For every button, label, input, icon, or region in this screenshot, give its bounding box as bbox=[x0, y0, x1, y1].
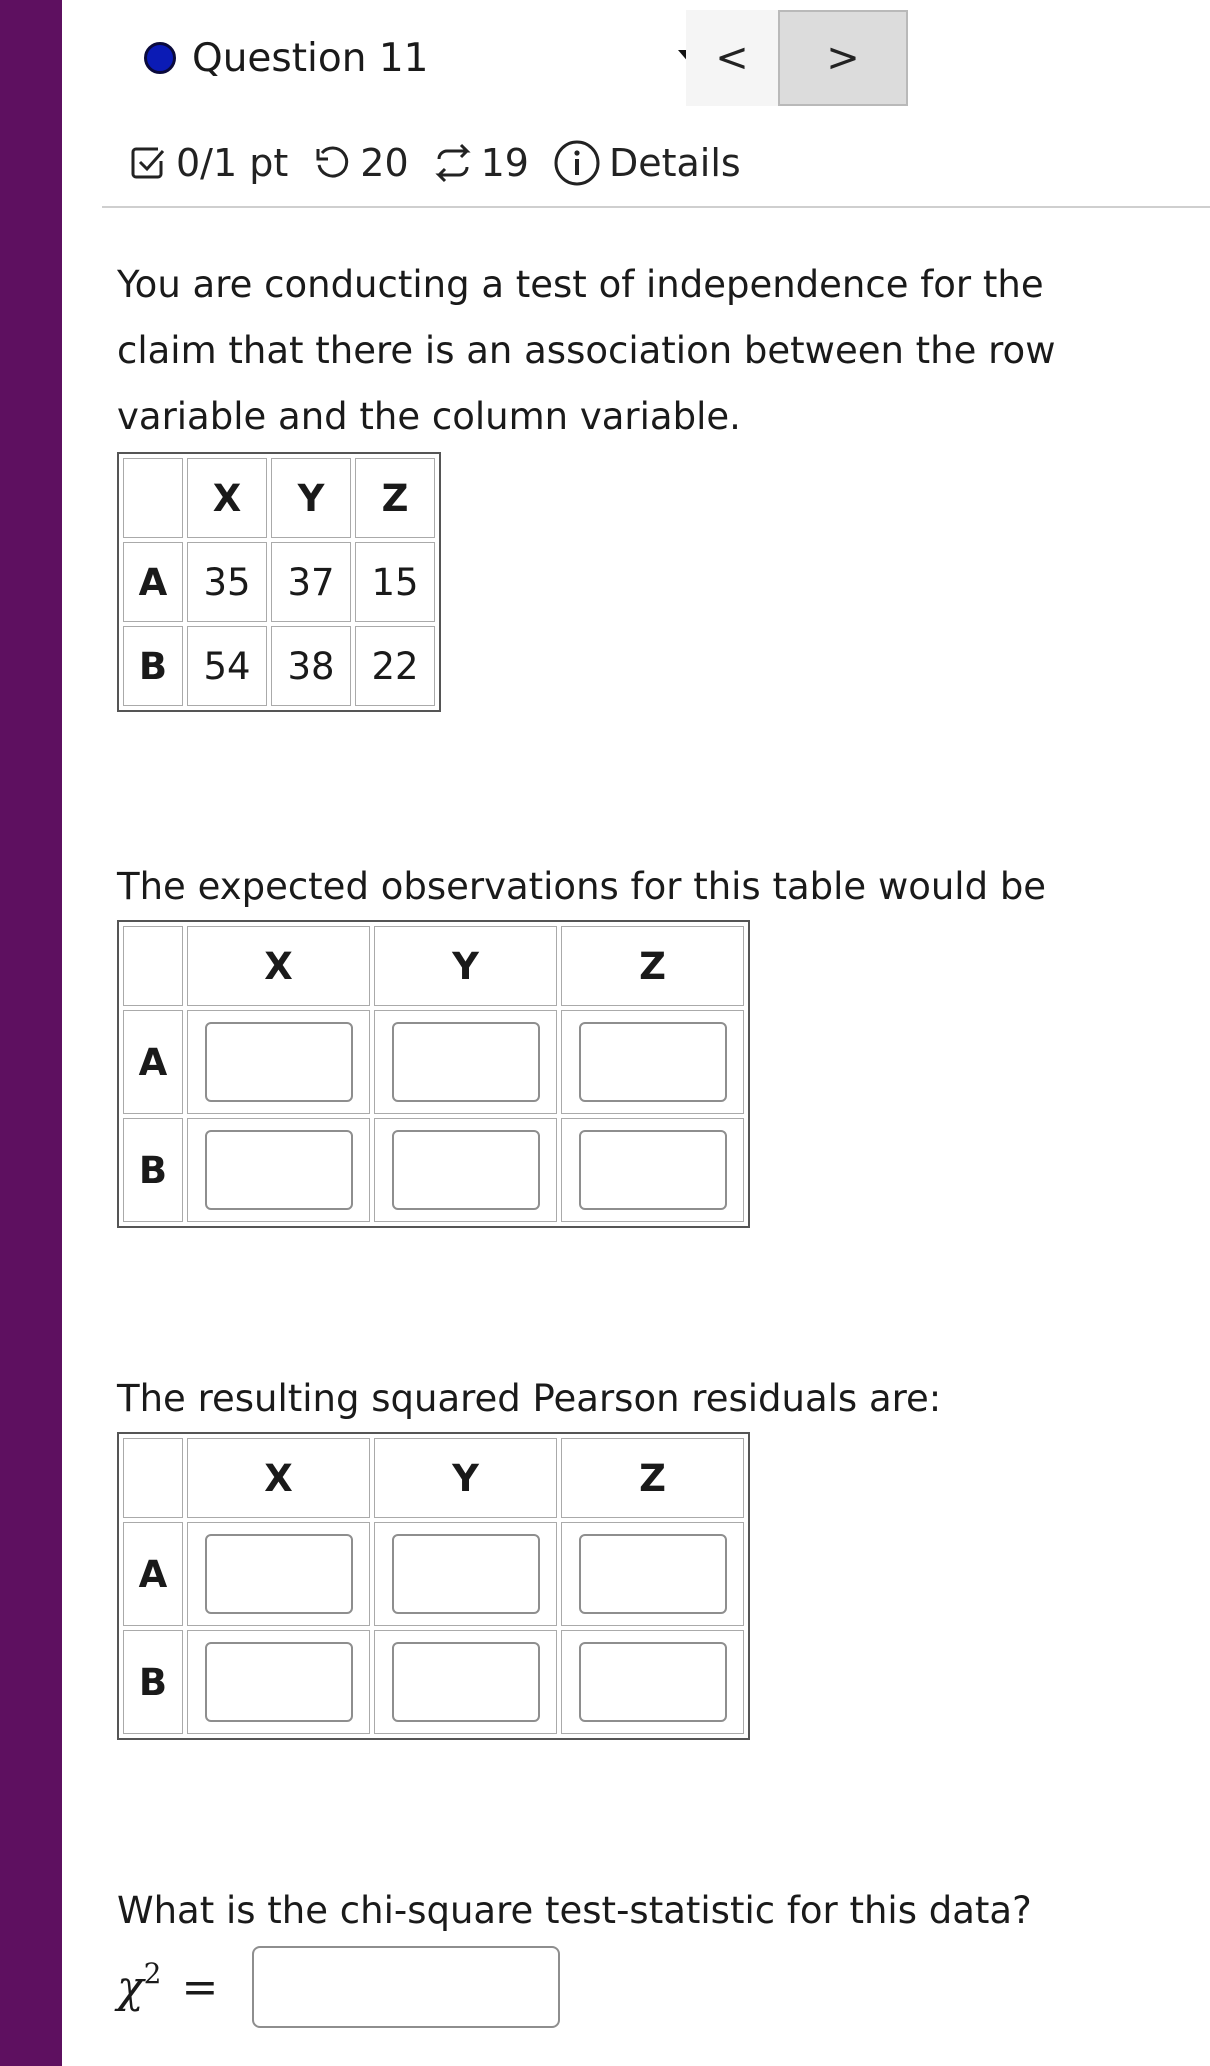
table-cell bbox=[187, 1630, 370, 1734]
chi-square-input[interactable] bbox=[252, 1946, 560, 2028]
points-value: 0/1 pt bbox=[176, 141, 289, 185]
next-question-button[interactable] bbox=[778, 10, 908, 106]
residual-a-y-input[interactable] bbox=[392, 1534, 540, 1614]
chi-symbol: χ bbox=[117, 1961, 144, 2013]
column-header: Y bbox=[374, 1438, 557, 1518]
table-cell bbox=[187, 1118, 370, 1222]
table-cell: 54 bbox=[187, 626, 267, 706]
table-corner bbox=[123, 1438, 183, 1518]
residual-b-z-input[interactable] bbox=[579, 1642, 727, 1722]
details-link[interactable]: Details bbox=[608, 141, 741, 185]
column-header: Y bbox=[374, 926, 557, 1006]
table-row bbox=[123, 1010, 744, 1114]
table-row bbox=[123, 1118, 744, 1222]
retry-icon bbox=[312, 143, 352, 183]
status-dot-icon bbox=[144, 42, 176, 74]
table-cell bbox=[187, 1010, 370, 1114]
column-header: X bbox=[187, 926, 370, 1006]
column-header: Z bbox=[355, 458, 435, 538]
table-cell: 38 bbox=[271, 626, 351, 706]
chi-question: What is the chi-square test-statistic for this data? bbox=[117, 1889, 1032, 1932]
submissions-icon bbox=[433, 143, 473, 183]
chi-exponent: 2 bbox=[143, 1956, 162, 1990]
header-divider bbox=[102, 206, 1210, 208]
table-row bbox=[123, 1522, 744, 1626]
row-header: A bbox=[123, 542, 183, 622]
previous-question-button[interactable] bbox=[686, 10, 778, 106]
observed-table bbox=[117, 452, 441, 712]
expected-table bbox=[117, 920, 750, 1228]
next-arrow-label: > bbox=[826, 35, 860, 81]
residuals-table bbox=[117, 1432, 750, 1740]
left-sidebar bbox=[0, 0, 62, 2066]
expected-a-y-input[interactable] bbox=[392, 1022, 540, 1102]
table-cell bbox=[561, 1010, 744, 1114]
expected-a-x-input[interactable] bbox=[205, 1022, 353, 1102]
main-content bbox=[62, 0, 1210, 2066]
submissions-count: 19 bbox=[480, 141, 529, 185]
column-header: Y bbox=[271, 458, 351, 538]
question-label: Question 11 bbox=[192, 35, 429, 81]
residual-a-z-input[interactable] bbox=[579, 1534, 727, 1614]
table-cell bbox=[374, 1010, 557, 1114]
retries-count: 20 bbox=[360, 141, 409, 185]
table-cell: 22 bbox=[355, 626, 435, 706]
table-cell: 37 bbox=[271, 542, 351, 622]
table-cell: 15 bbox=[355, 542, 435, 622]
expected-b-z-input[interactable] bbox=[579, 1130, 727, 1210]
row-header: A bbox=[123, 1522, 183, 1626]
chi-square-formula bbox=[117, 1946, 218, 2028]
column-header: X bbox=[187, 1438, 370, 1518]
table-row bbox=[123, 1630, 744, 1734]
row-header: A bbox=[123, 1010, 183, 1114]
question-meta bbox=[128, 132, 765, 194]
table-cell bbox=[374, 1118, 557, 1222]
expected-a-z-input[interactable] bbox=[579, 1022, 727, 1102]
expected-label: The expected observations for this table would be bbox=[117, 865, 1047, 908]
table-cell bbox=[187, 1522, 370, 1626]
table-cell bbox=[374, 1522, 557, 1626]
expected-b-y-input[interactable] bbox=[392, 1130, 540, 1210]
table-cell: 35 bbox=[187, 542, 267, 622]
row-header: B bbox=[123, 626, 183, 706]
table-cell bbox=[561, 1630, 744, 1734]
residual-a-x-input[interactable] bbox=[205, 1534, 353, 1614]
table-row bbox=[123, 542, 435, 622]
residuals-label: The resulting squared Pearson residuals are: bbox=[117, 1377, 942, 1420]
table-cell bbox=[374, 1630, 557, 1734]
table-cell bbox=[561, 1522, 744, 1626]
column-header: X bbox=[187, 458, 267, 538]
info-icon[interactable] bbox=[553, 139, 601, 187]
row-header: B bbox=[123, 1118, 183, 1222]
table-cell bbox=[561, 1118, 744, 1222]
equals-sign: = bbox=[181, 1961, 219, 2013]
residual-b-x-input[interactable] bbox=[205, 1642, 353, 1722]
previous-arrow-label: < bbox=[715, 35, 749, 81]
checkbox-icon bbox=[128, 143, 168, 183]
column-header: Z bbox=[561, 926, 744, 1006]
residual-b-y-input[interactable] bbox=[392, 1642, 540, 1722]
expected-b-x-input[interactable] bbox=[205, 1130, 353, 1210]
column-header: Z bbox=[561, 1438, 744, 1518]
table-row bbox=[123, 626, 435, 706]
question-intro: You are conducting a test of independence for the claim that there is an association between the row variable and the column variable. bbox=[117, 263, 1056, 438]
row-header: B bbox=[123, 1630, 183, 1734]
question-selector[interactable] bbox=[140, 26, 710, 90]
table-corner bbox=[123, 926, 183, 1006]
table-corner bbox=[123, 458, 183, 538]
